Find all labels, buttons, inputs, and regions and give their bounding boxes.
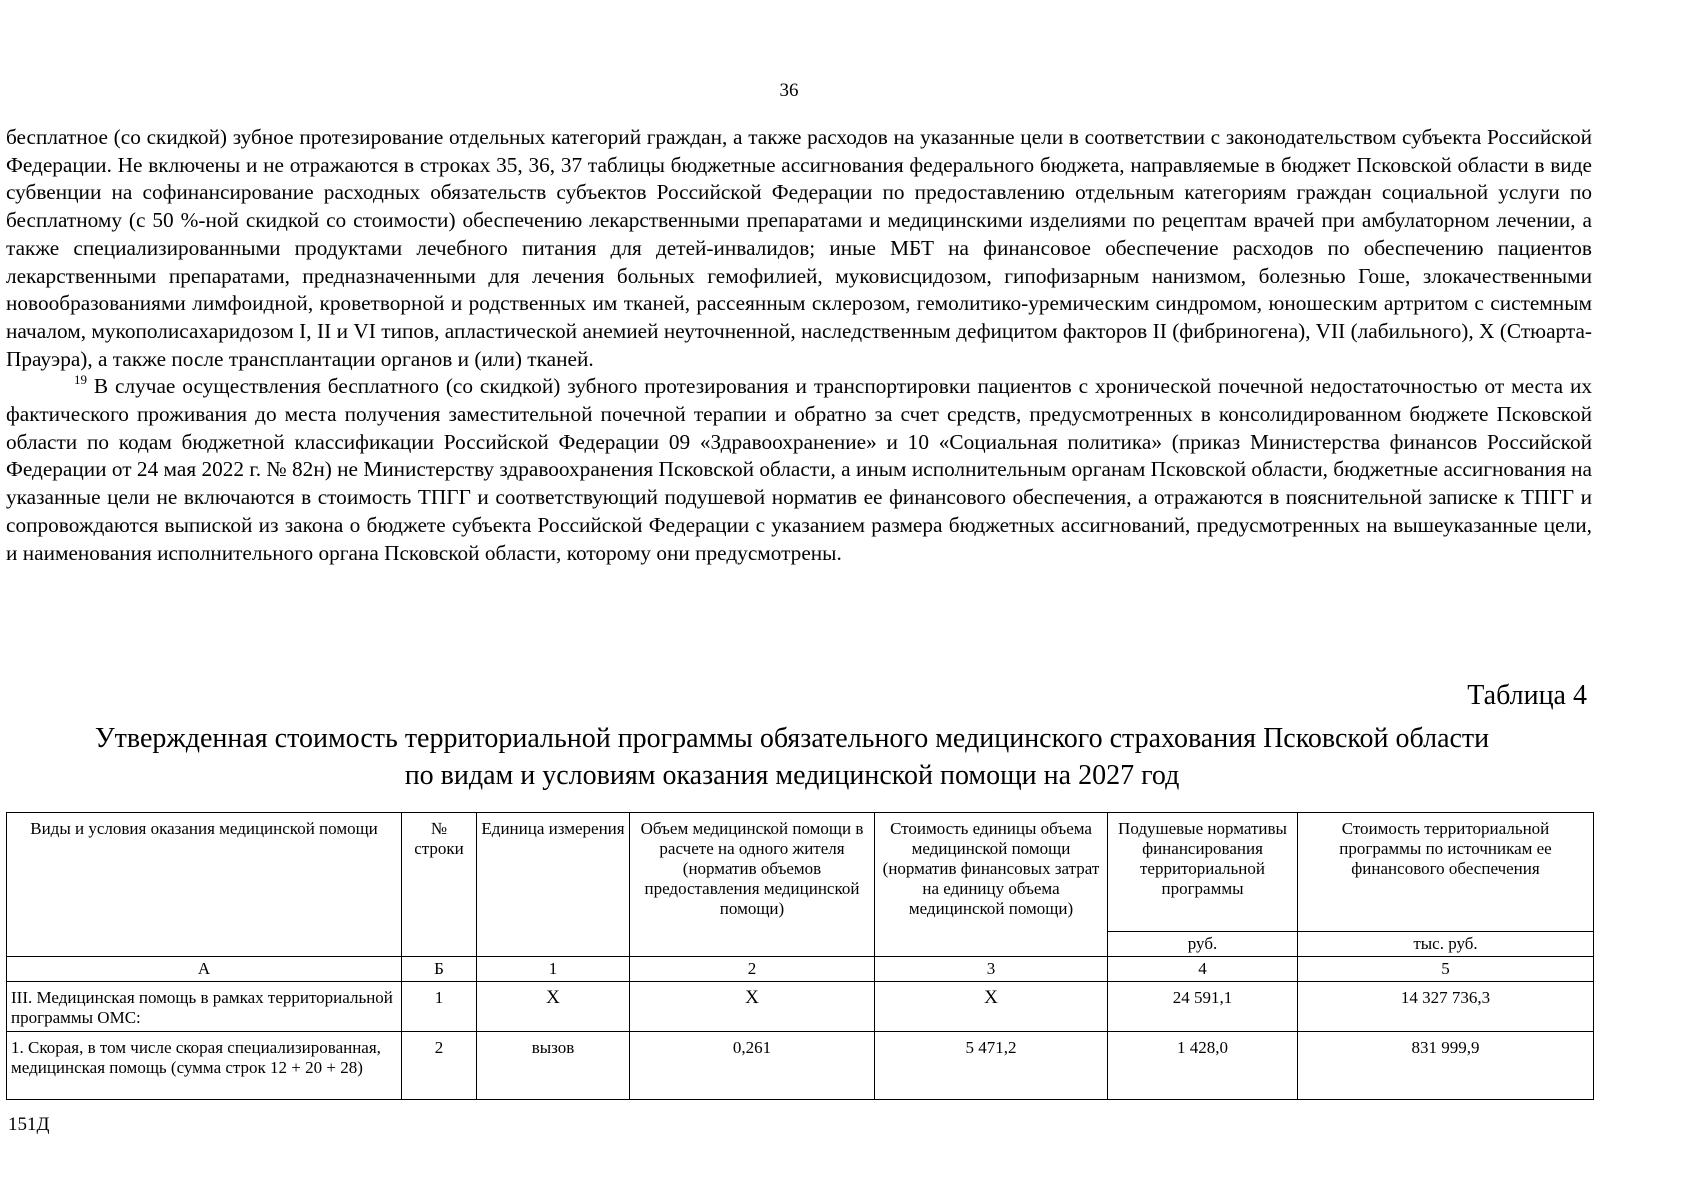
- table-label: Таблица 4: [1467, 680, 1587, 711]
- column-index: А: [7, 957, 402, 982]
- paragraph: бесплатное (со скидкой) зубное протезирование отдельных категорий граждан, а также расходов на указанные цели в соответствии с законодательством субъекта Российской Федерации. Не включены и не отражаются в строках 35, 36, 37 таблицы бюджетные ассигнования федерального бюджета, направляемые в бюджет Псковской области в виде субвенции на софинансирование расходных обязательств субъектов Российской Федерации по предоставлению отдельным категориям граждан социальной услуги по бесплатному (с 50 %-ной скидкой со стоимости) обеспечению лекарственными препаратами и медицинскими изделиями по рецептам врачей при амбулаторном лечении, а также специализированными продуктами лечебного питания для детей-инвалидов; иные МБТ на финансовое обеспечение расходов по обеспечению пациентов лекарственными препаратами, предназначенными для лечения больных гемофилией, муковисцидозом, гипофизарным нанизмом, болезнью Гоше, злокачественными новообразованиями лимфоидной, кроветворной и родственных им тканей, рассеянным склерозом, гемолитико-уремическим синдромом, юношеским артритом с системным началом, мукополисахаридозом I, II и VI типов, апластической анемией неуточненной, наследственным дефицитом факторов II (фибриногена), VII (лабильного), X (Стюарта-Прауэра), а также после трансплантации органов и (или) тканей.: [6, 125, 1592, 371]
- header-total-cost: Стоимость территориальной программы по источникам ее финансового обеспечения: [1298, 813, 1594, 932]
- table-title: [6, 720, 1578, 794]
- table-row: [7, 1032, 1594, 1100]
- header-volume: Объем медицинской помощи в расчете на одного жителя (норматив объемов предоставления медицинской помощи): [630, 813, 875, 957]
- cell-care-type: III. Медицинская помощь в рамках территориальной программы ОМС:: [7, 982, 402, 1032]
- cell-total-cost: 14 327 736,3: [1298, 982, 1594, 1032]
- header-line-number: № строки: [402, 813, 477, 957]
- cell-per-capita: 24 591,1: [1108, 982, 1298, 1032]
- table-column-index-row: [7, 957, 1594, 982]
- table-title-line: Утвержденная стоимость территориальной программы обязательного медицинского страхования Псковской области: [94, 723, 1490, 754]
- cell-line-number: 1: [402, 982, 477, 1032]
- unit-thousand-rub: тыс. руб.: [1298, 932, 1594, 957]
- header-per-capita: Подушевые нормативы финансирования территориальной программы: [1108, 813, 1298, 932]
- column-index: 1: [477, 957, 630, 982]
- column-index: 5: [1298, 957, 1594, 982]
- column-index: 2: [630, 957, 875, 982]
- table-row: [7, 982, 1594, 1032]
- cell-volume: Х: [630, 982, 875, 1032]
- footnote-paragraph: [6, 373, 1592, 567]
- footnote-number: 19: [74, 372, 87, 388]
- cost-table: [6, 812, 1594, 1100]
- header-care-type: Виды и условия оказания медицинской помощи: [7, 813, 402, 957]
- header-unit: Единица измерения: [477, 813, 630, 957]
- cell-unit: вызов: [477, 1032, 630, 1100]
- cell-unit-cost: 5 471,2: [875, 1032, 1108, 1100]
- table-title-line: по видам и условиям оказания медицинской помощи на 2027 год: [404, 760, 1180, 791]
- column-index: Б: [402, 957, 477, 982]
- footnote-text: В случае осуществления бесплатного (со скидкой) зубного протезирования и транспортировки пациентов с хронической почечной недостаточностью от места их фактического проживания до места получения заместительной почечной терапии и обратно за счет средств, предусмотренных в консолидированном бюджете Псковской области по кодам бюджетной классификации Российской Федерации 09 «Здравоохранение» и 10 «Социальная политика» (приказ Министерства финансов Российской Федерации от 24 мая 2022 г. № 82н) не Министерству здравоохранения Псковской области, а иным исполнительным органам Псковской области, бюджетные ассигнования на указанные цели не включаются в стоимость ТПГГ и соответствующий подушевой норматив ее финансового обеспечения, а отражаются в пояснительной записке к ТПГГ и сопровождаются выпиской из закона о бюджете субъекта Российской Федерации с указанием размера бюджетных ассигнований, предусмотренных на вышеуказанные цели, и наименования исполнительного органа Псковской области, которому они предусмотрены.: [6, 374, 1592, 565]
- cell-volume: 0,261: [630, 1032, 875, 1100]
- column-index: 4: [1108, 957, 1298, 982]
- header-unit-cost: Стоимость единицы объема медицинской помощи (норматив финансовых затрат на единицу объема медицинской помощи): [875, 813, 1108, 957]
- unit-rub: руб.: [1108, 932, 1298, 957]
- cell-line-number: 2: [402, 1032, 477, 1100]
- cell-unit: Х: [477, 982, 630, 1032]
- cell-total-cost: 831 999,9: [1298, 1032, 1594, 1100]
- cell-care-type: 1. Скорая, в том числе скорая специализированная, медицинская помощь (сумма строк 12 + 20 + 28): [7, 1032, 402, 1100]
- page-number: 36: [779, 80, 799, 101]
- document-code: 151Д: [8, 1114, 50, 1135]
- document-body: [6, 124, 1592, 567]
- column-index: 3: [875, 957, 1108, 982]
- table-header-row: [7, 813, 1594, 932]
- cell-per-capita: 1 428,0: [1108, 1032, 1298, 1100]
- cell-unit-cost: Х: [875, 982, 1108, 1032]
